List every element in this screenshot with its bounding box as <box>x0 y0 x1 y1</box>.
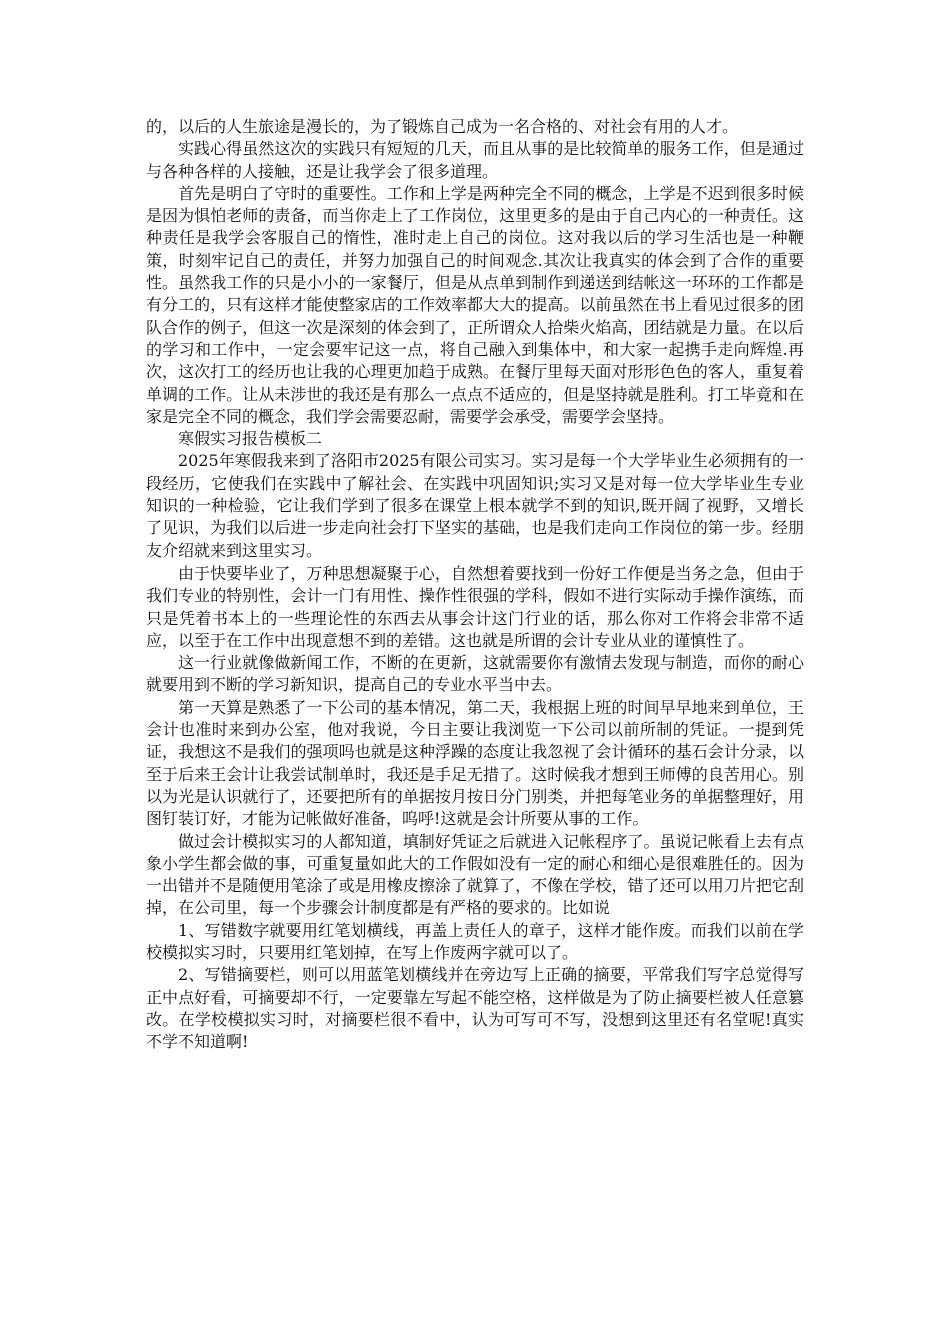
paragraph-8: 第一天算是熟悉了一下公司的基本情况，第二天，我根据上班的时间早早地来到单位，王会计也准时来到办公室，他对我说，今日主要让我浏览一下公司以前所制的凭证。一提到凭证，我想这不是我们的强项吗也就是这种浮躁的态度让我忽视了会计循环的基石会计分录，以至于后来王会计让我尝试制单时，我还是手足无措了。这时候我才想到王师傅的良苦用心。别以为光是认识就行了，还要把所有的单据按月按日分门别类，并把每笔业务的单据整理好，用图钉装订好，才能为记帐做好准备，呜呼!这就是会计所要从事的工作。 <box>146 697 804 829</box>
paragraph-5: 2025年寒假我来到了洛阳市2025有限公司实习。实习是每一个大学毕业生必须拥有的一段经历，它使我们在实践中了解社会、在实践中巩固知识;实习又是对每一位大学毕业生专业知识的一种检验，它让我们学到了很多在课堂上根本就学不到的知识,既开阔了视野，又增长了见识，为我们以后进一步走向社会打下坚实的基础，也是我们走向工作岗位的第一步。经朋友介绍就来到这里实习。 <box>146 451 804 560</box>
paragraph-1: 的，以后的人生旅途是漫长的，为了锻炼自己成为一名合格的、对社会有用的人才。 <box>146 117 739 136</box>
paragraph-2: 实践心得虽然这次的实践只有短短的几天，而且从事的是比较简单的服务工作，但是通过与各种各样的人接触，还是让我学会了很多道理。 <box>146 139 804 181</box>
paragraph-11: 2、写错摘要栏，则可以用蓝笔划横线并在旁边写上正确的摘要，平常我们写字总觉得写正中点好看，可摘要却不行，一定要靠左写起不能空格，这样做是为了防止摘要栏被人任意篡改。在学校模拟实习时，对摘要栏很不看中，认为可写可不写，没想到这里还有名堂呢!真实不学不知道啊! <box>146 965 804 1052</box>
paragraph-9: 做过会计模拟实习的人都知道，填制好凭证之后就进入记帐程序了。虽说记帐看上去有点象小学生都会做的事，可重复量如此大的工作假如没有一定的耐心和细心是很难胜任的。因为一出错并不是随便用笔涂了或是用橡皮擦涂了就算了，不像在学校，错了还可以用刀片把它刮掉，在公司里，每一个步骤会计制度都是有严格的要求的。比如说 <box>146 831 804 918</box>
paragraph-3: 首先是明白了守时的重要性。工作和上学是两种完全不同的概念，上学是不迟到很多时候是因为惧怕老师的责备，而当你走上了工作岗位，这里更多的是由于自己内心的一种责任。这种责任是我学会客服自己的惰性，准时走上自己的岗位。这对我以后的学习生活也是一种鞭策，时刻牢记自己的责任，并努力加强自己的时间观念.其次让我真实的体会到了合作的重要性。虽然我工作的只是小小的一家餐厅，但是从点单到制作到递送到结帐这一环环的工作都是有分工的，只有这样才能使整家店的工作效率都大大的提高。以前虽然在书上看见过很多的团队合作的例子，但这一次是深刻的体会到了，正所谓众人拾柴火焰高，团结就是力量。在以后的学习和工作中，一定会要牢记这一点，将自己融入到集体中，和大家一起携手走向辉煌.再次，这次打工的经历也让我的心理更加趋于成熟。在餐厅里每天面对形形色色的客人，重复着单调的工作。让从未涉世的我还是有那么一点点不适应的，但是坚持就是胜利。打工毕竟和在家是完全不同的概念，我们学会需要忍耐，需要学会承受，需要学会坚持。 <box>146 183 804 426</box>
paragraph-10: 1、写错数字就要用红笔划横线，再盖上责任人的章子，这样才能作废。而我们以前在学校模拟实习时，只要用红笔划掉，在写上作废两字就可以了。 <box>146 920 804 962</box>
paragraph-7: 这一行业就像做新闻工作，不断的在更新，这就需要你有激情去发现与制造，而你的耐心就要用到不断的学习新知识，提高自己的专业水平当中去。 <box>146 653 804 695</box>
paragraph-6: 由于快要毕业了，万种思想凝聚于心，自然想着要找到一份好工作便是当务之急，但由于我们专业的特别性，会计一门有用性、操作性很强的学科，假如不进行实际动手操作演练，而只是凭着书本上的一些理论性的东西去从事会计这门行业的话，那么你对工作将会非常不适应，以至于在工作中出现意想不到的差错。这也就是所谓的会计专业从业的谨慎性了。 <box>146 563 804 650</box>
document-body <box>146 116 804 1053</box>
section-heading: 寒假实习报告模板二 <box>178 429 323 449</box>
